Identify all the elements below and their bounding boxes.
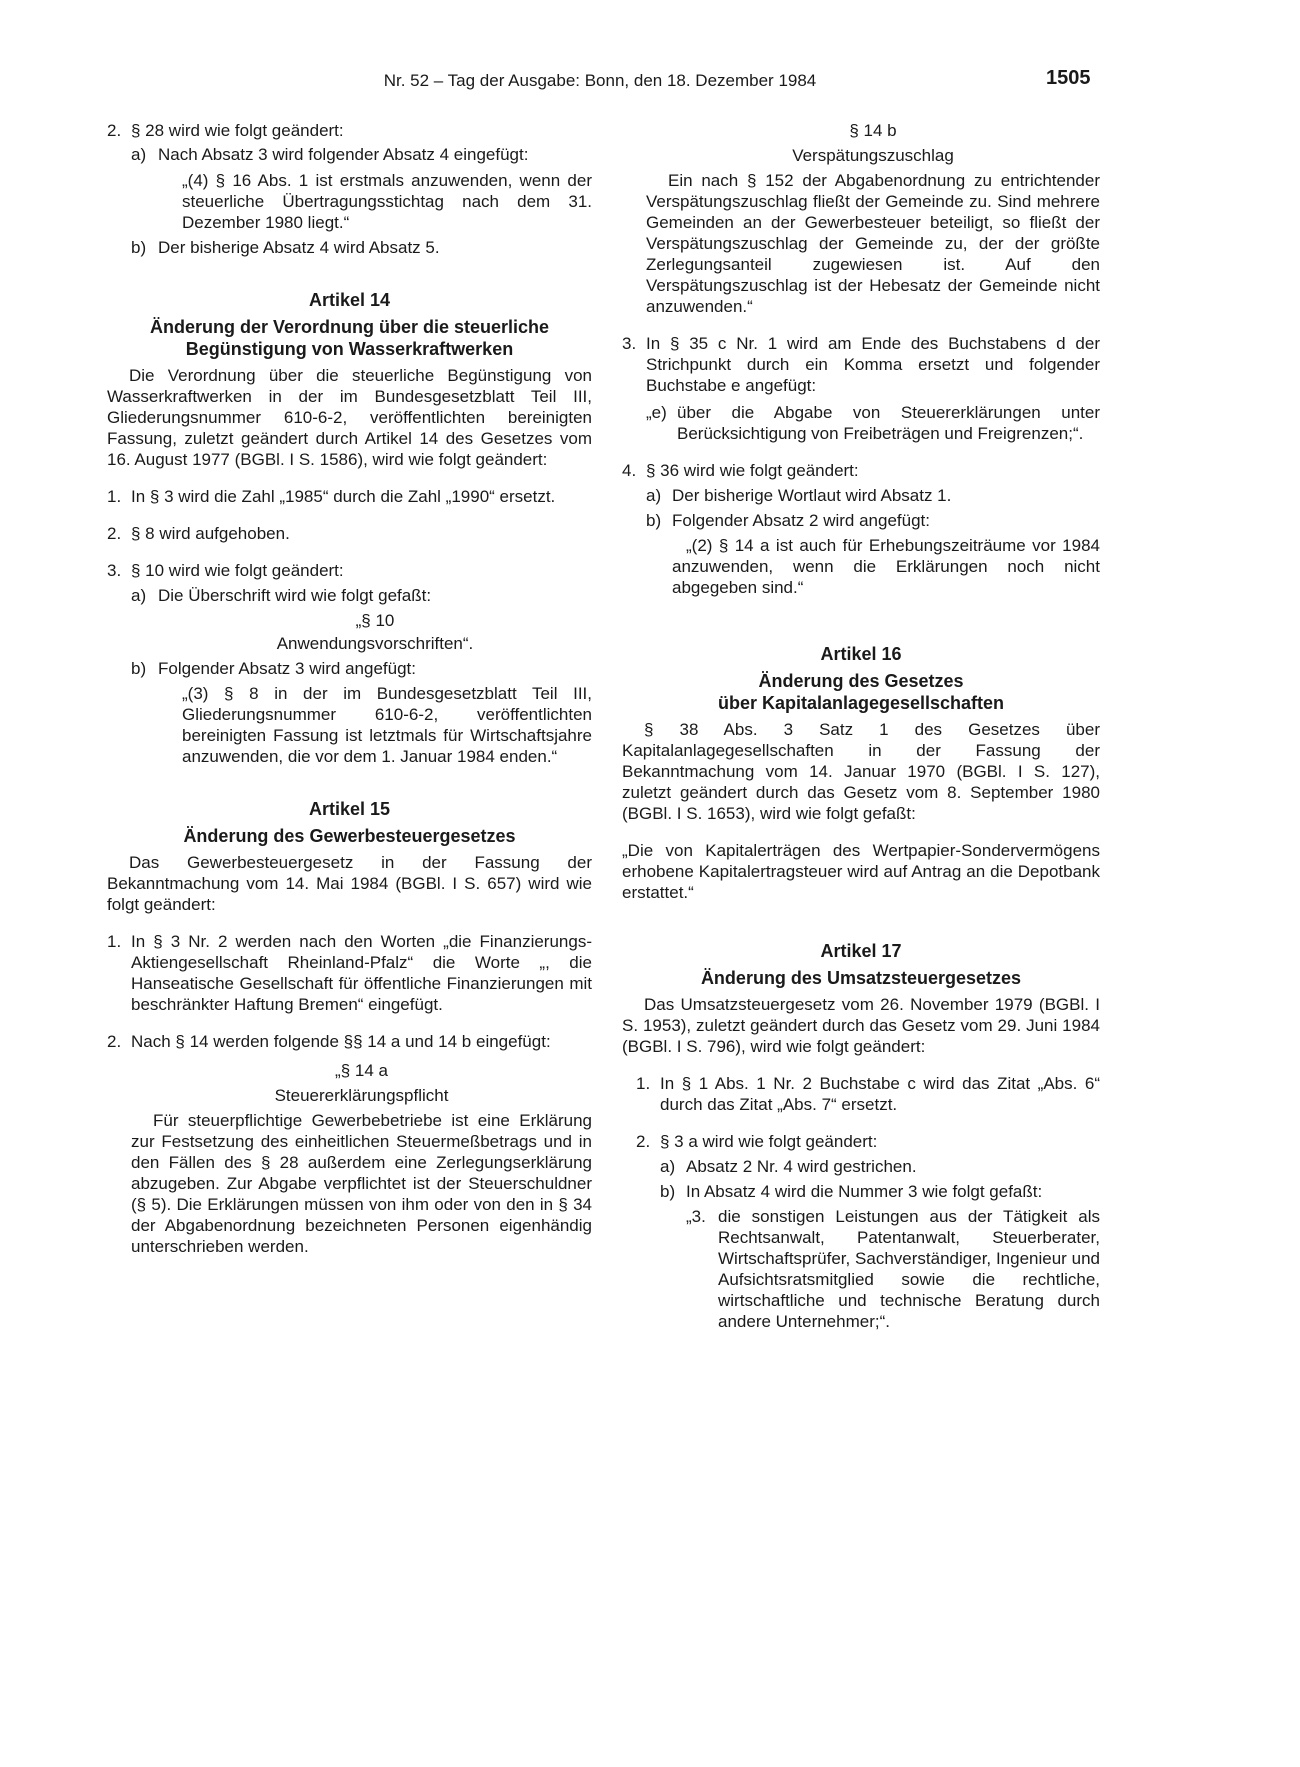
sub-marker: b): [131, 659, 147, 678]
list-text: In § 35 c Nr. 1 wird am Ende des Buchstabens d der Strichpunkt durch ein Komma ersetzt und folgender Buchstabe e angefügt:: [646, 334, 1100, 395]
list-marker: 2.: [107, 121, 122, 140]
list-item: [107, 523, 592, 544]
sub-marker: b): [646, 511, 662, 530]
sub-sub-marker: „3.: [686, 1207, 706, 1226]
sub-item: [646, 485, 1100, 506]
page-number: 1505: [1046, 67, 1091, 89]
article-heading: Artikel 15: [308, 799, 391, 819]
sub-text: In Absatz 4 wird die Nummer 3 wie folgt gefaßt:: [686, 1182, 1043, 1201]
list-text: In § 3 Nr. 2 werden nach den Worten „die Finanzierungs-Aktiengesellschaft Rheinland-Pfalz“ die Worte „, die Hanseatische Gesellschaft für öffentliche Finanzierungen mit beschränkter Haftung Bremen“ eingefügt.: [131, 932, 592, 1014]
article-title: Änderung des Gewerbesteuergesetzes: [183, 826, 516, 846]
quote-text: „(3) § 8 in der im Bundesgesetzblatt Teil III, Gliederungsnummer 610-6-2, veröffentlichten bereinigten Fassung ist letztmals für Wirtschaftsjahre anzuwenden, die vor dem 1. Januar 1984 enden.“: [182, 684, 592, 766]
list-item: [636, 1073, 1100, 1115]
sub-text: Der bisherige Wortlaut wird Absatz 1.: [672, 486, 952, 505]
sub-item: [646, 402, 1100, 444]
sub-text: Der bisherige Absatz 4 wird Absatz 5.: [158, 238, 440, 257]
list-marker: 1.: [636, 1074, 651, 1093]
article-title: über Kapitalanlagegesellschaften: [717, 693, 1005, 713]
article-intro: Das Umsatzsteuergesetz vom 26. November 1979 (BGBl. I S. 1953), zuletzt geändert durch das Gesetz vom 29. Juni 1984 (BGBl. I S. 796), wird wie folgt geändert:: [622, 995, 1100, 1056]
sub-sub-text: die sonstigen Leistungen aus der Tätigkeit als Rechtsanwalt, Patentanwalt, Steuerberater, Wirtschaftsprüfer, Sachverständiger, Ingenieur und Aufsichtsratsmitglied sowie die rechtliche, wirtschaftliche und technische Beratung durch andere Unternehmer;“.: [718, 1207, 1100, 1331]
article-heading: Artikel 14: [308, 290, 391, 310]
article-text: § 38 Abs. 3 Satz 1 des Gesetzes über Kapitalanlagegesellschaften in der Fassung der Bekanntmachung vom 14. Januar 1970 (BGBl. I S. 127), zuletzt geändert durch das Gesetz vom 8. September 1980 (BGBl. I S. 1653), wird wie folgt gefaßt:: [622, 720, 1100, 823]
list-marker: 3.: [107, 561, 122, 580]
sub-item: [131, 237, 592, 258]
sub-item: [131, 658, 592, 679]
sub-marker: b): [660, 1182, 676, 1201]
sub-marker: a): [646, 486, 662, 505]
sub-item: [646, 510, 1100, 531]
list-item: [107, 486, 592, 507]
list-item: [107, 1031, 592, 1052]
sub-item: [660, 1156, 1100, 1177]
list-marker: 1.: [107, 487, 122, 506]
quote-text: „(2) § 14 a ist auch für Erhebungszeiträume vor 1984 anzuwenden, wenn die Erklärungen noch nicht abgegeben sind.“: [672, 536, 1100, 597]
list-marker: 3.: [622, 334, 637, 353]
issue-line: Nr. 52 – Tag der Ausgabe: Bonn, den 18. Dezember 1984: [383, 71, 817, 90]
sub-text: Nach Absatz 3 wird folgender Absatz 4 eingefügt:: [158, 145, 529, 164]
section-text: Ein nach § 152 der Abgabenordnung zu entrichtender Verspätungszuschlag fließt der Gemeinde zu. Sind mehrere Gemeinden an der Gewerbesteuer beteiligt, so fließt der Verspätungszuschlag der Gemeinde zu, der der größte Zerlegungsanteil zugewiesen ist. Auf den Verspätungszuschlag ist der Hebesatz der Gemeinde nicht anzuwenden.“: [646, 171, 1100, 316]
sub-sub-item: [686, 1206, 1100, 1332]
section-text: Für steuerpflichtige Gewerbebetriebe ist eine Erklärung zur Festsetzung des einheitlichen Steuermeßbetrags und in den Fällen des § 28 außerdem eine Zerlegungserklärung abzugeben. Zur Abgabe verpflichtet ist der Steuerschuldner (§ 5). Die Erklärungen müssen von ihm oder von den in § 34 der Abgabenordnung bezeichneten Personen eigenhändig unterschrieben werden.: [131, 1111, 592, 1256]
article-intro: Das Gewerbesteuergesetz in der Fassung der Bekanntmachung vom 14. Mai 1984 (BGBl. I S. 657) wird wie folgt geändert:: [107, 853, 592, 914]
list-marker: 4.: [622, 461, 637, 480]
sub-marker: a): [131, 586, 147, 605]
section-title: Verspätungszuschlag: [792, 146, 954, 165]
list-item: [636, 1131, 1100, 1152]
list-text: § 36 wird wie folgt geändert:: [646, 461, 859, 480]
sub-item: [131, 144, 592, 165]
list-item: [622, 460, 1100, 481]
sub-text: Folgender Absatz 2 wird angefügt:: [672, 511, 930, 530]
sub-text: Folgender Absatz 3 wird angefügt:: [158, 659, 416, 678]
sub-text: über die Abgabe von Steuererklärungen unter Berücksichtigung von Freibeträgen und Freigrenzen;“.: [677, 403, 1100, 443]
section-title: Steuererklärungspflicht: [274, 1086, 449, 1105]
list-text: § 10 wird wie folgt geändert:: [131, 561, 344, 580]
sub-text: Absatz 2 Nr. 4 wird gestrichen.: [686, 1157, 917, 1176]
page-header: [0, 67, 1300, 94]
list-marker: 1.: [107, 932, 122, 951]
list-item: [107, 120, 592, 141]
article-title: Änderung des Gesetzes: [758, 671, 964, 691]
left-column: [107, 120, 592, 1257]
sub-marker: a): [131, 145, 147, 164]
right-column: [622, 120, 1100, 1332]
list-item: [107, 560, 592, 581]
article-title: Änderung der Verordnung über die steuerliche Begünstigung von Wasserkraftwerken: [149, 317, 550, 359]
sub-marker: a): [660, 1157, 676, 1176]
list-text: § 8 wird aufgehoben.: [131, 524, 290, 543]
sub-item: [660, 1181, 1100, 1202]
section-para: „§ 14 a: [335, 1061, 388, 1080]
list-marker: 2.: [107, 524, 122, 543]
sub-text: Die Überschrift wird wie folgt gefaßt:: [158, 586, 432, 605]
quote-text: „Die von Kapitalerträgen des Wertpapier-Sondervermögens erhobene Kapitalertragsteuer wird auf Antrag an die Depotbank erstattet.“: [622, 841, 1100, 902]
section-para: § 14 b: [849, 121, 897, 140]
sub-item: [131, 585, 592, 606]
list-item: [622, 333, 1100, 396]
article-intro: Die Verordnung über die steuerliche Begünstigung von Wasserkraftwerken in der im Bundesgesetzblatt Teil III, Gliederungsnummer 610-6-2, veröffentlichten bereinigten Fassung, zuletzt geändert durch Artikel 14 des Gesetzes vom 16. August 1977 (BGBl. I S. 1586), wird wie folgt geändert:: [107, 366, 592, 469]
section-title: Anwendungsvorschriften“.: [276, 634, 474, 653]
list-text: § 28 wird wie folgt geändert:: [131, 121, 344, 140]
sub-marker: b): [131, 238, 147, 257]
list-text: § 3 a wird wie folgt geändert:: [660, 1132, 878, 1151]
section-para: „§ 10: [355, 611, 395, 630]
list-text: In § 3 wird die Zahl „1985“ durch die Zahl „1990“ ersetzt.: [131, 487, 556, 506]
article-heading: Artikel 17: [820, 941, 902, 961]
article-title: Änderung des Umsatzsteuergesetzes: [700, 968, 1022, 988]
article-heading: Artikel 16: [820, 644, 902, 664]
quote-text: „(4) § 16 Abs. 1 ist erstmals anzuwenden, wenn der steuerliche Übertragungsstichtag nach dem 31. Dezember 1980 liegt.“: [182, 171, 592, 232]
list-marker: 2.: [636, 1132, 651, 1151]
list-text: In § 1 Abs. 1 Nr. 2 Buchstabe c wird das Zitat „Abs. 6“ durch das Zitat „Abs. 7“ ersetzt.: [660, 1074, 1100, 1114]
list-marker: 2.: [107, 1032, 122, 1051]
list-text: Nach § 14 werden folgende §§ 14 a und 14 b eingefügt:: [131, 1032, 551, 1051]
sub-marker: „e): [646, 403, 667, 422]
list-item: [107, 931, 592, 1015]
